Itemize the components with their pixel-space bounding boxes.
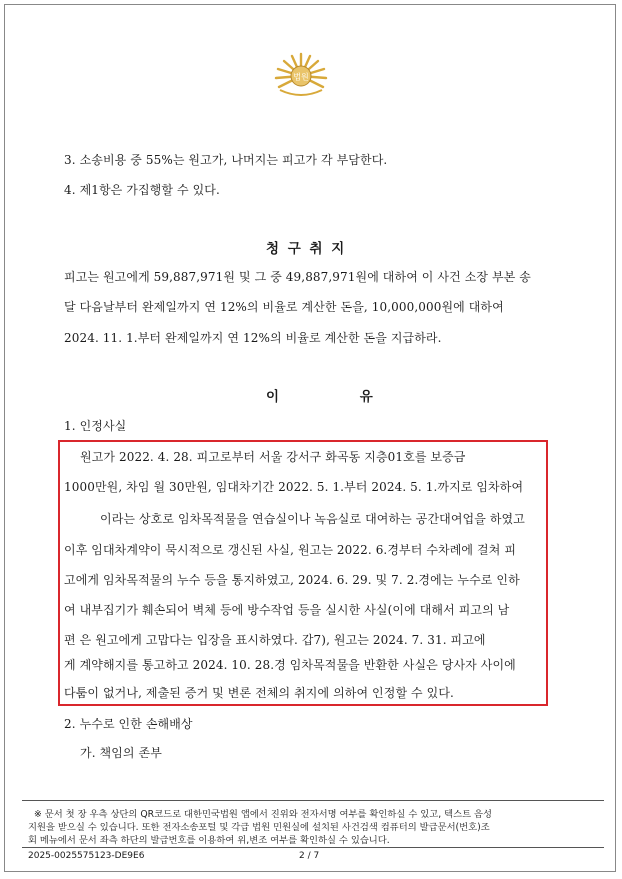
facts-line: 게 계약해지를 통고하고 2024. 10. 28.경 임차목적물을 반환한 사실은 당사자 사이에: [64, 658, 516, 672]
facts-line: 편 은 원고에게 고맙다는 입장을 표시하였다. 갑7), 원고는 2024. 7. 31. 피고에: [64, 633, 486, 647]
claim-line: 2024. 11. 1.부터 완제일까지 연 12%의 비율로 계산한 돈을 지급하라.: [64, 331, 442, 345]
claim-title: 청 구 취 지: [266, 241, 347, 257]
judgment-item-3: 3. 소송비용 중 55%는 원고가, 나머지는 피고가 각 부담한다.: [64, 153, 388, 167]
judgment-item-4: 4. 제1항은 가집행할 수 있다.: [64, 183, 220, 197]
court-seal-icon: [272, 52, 330, 100]
facts-line: 이후 임대차계약이 묵시적으로 갱신된 사실, 원고는 2022. 6.경부터 수차례에 걸쳐 피: [64, 543, 517, 557]
page-number: 2 / 7: [299, 851, 320, 861]
facts-line: 원고가 2022. 4. 28. 피고로부터 서울 강서구 화곡동 지층01호를 보증금: [80, 450, 466, 464]
footer-line: ※ 문서 첫 장 우측 상단의 QR코드로 대한민국법원 앱에서 진위와 전자서명 여부를 확인하실 수 있고, 텍스트 음성: [34, 809, 492, 820]
liability-heading: 가. 책임의 존부: [80, 746, 162, 760]
seal-text: 법원: [293, 72, 309, 82]
claim-line: 달 다음날부터 완제일까지 연 12%의 비율로 계산한 돈을, 10,000,000원에 대하여: [64, 300, 504, 314]
damage-heading: 2. 누수로 인한 손해배상: [64, 717, 193, 731]
footer-line: 회 메뉴에서 문서 좌측 하단의 발급번호를 이용하여 위,변조 여부를 확인하실 수 있습니다.: [28, 835, 390, 846]
claim-line: 피고는 원고에게 59,887,971원 및 그 중 49,887,971원에 대하여 이 사건 소장 부본 송: [64, 270, 531, 284]
facts-line: 1000만원, 차임 월 30만원, 임대차기간 2022. 5. 1.부터 2024. 5. 1.까지로 임차하여: [64, 480, 524, 494]
facts-line: 여 내부집기가 훼손되어 벽체 등에 방수작업 등을 실시한 사실(이에 대해서 피고의 남: [64, 603, 510, 617]
footer-line: 지원을 받으실 수 있습니다. 또한 전자소송포털 및 각급 법원 민원실에 설치된 사건검색 컴퓨터의 발급문서(번호)조: [28, 822, 490, 833]
facts-line: 다툼이 없거나, 제출된 증거 및 변론 전체의 취지에 의하여 인정할 수 있다.: [64, 686, 454, 700]
page-border: [4, 4, 616, 872]
facts-line: 이라는 상호로 임차목적물을 연습실이나 녹음실로 대여하는 공간대여업을 하였고: [100, 512, 525, 526]
facts-line: 고에게 임차목적물의 누수 등을 통지하였고, 2024. 6. 29. 및 7. 2.경에는 누수로 인하: [64, 573, 520, 587]
reason-title: 이 유: [266, 389, 411, 405]
document-id: 2025-0025575123-DE9E6: [28, 851, 145, 861]
facts-heading: 1. 인정사실: [64, 419, 127, 433]
